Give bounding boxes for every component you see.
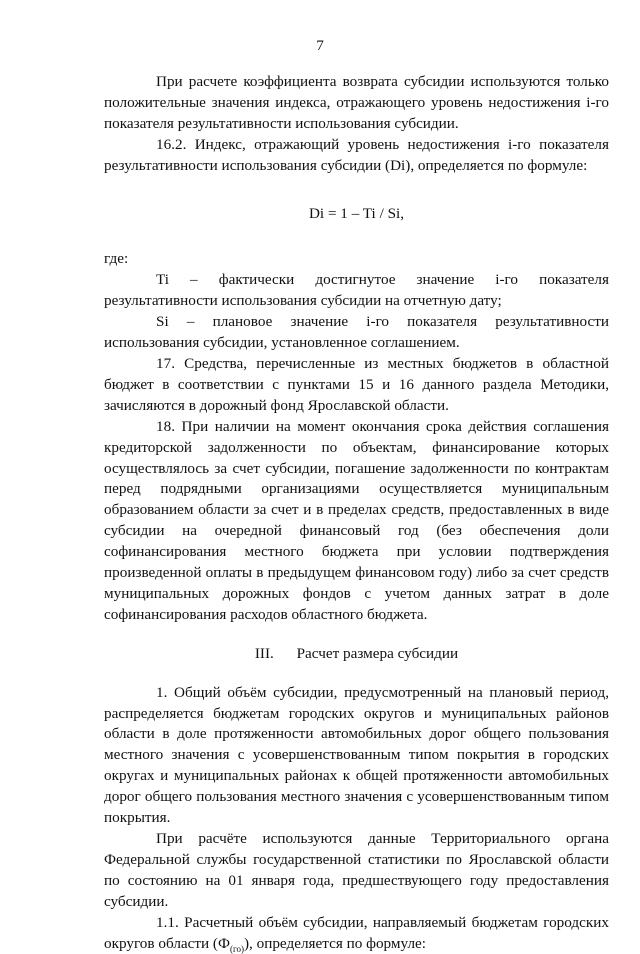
- document-body: [104, 72, 609, 954]
- paragraph-1-1-before: 1.1. Расчетный объём субсидии, направляемый бюджетам городских округов области (Ф: [104, 913, 609, 952]
- formula-di: Di = 1 – Ti / Si,: [308, 204, 405, 222]
- paragraph-1-1-subscript: (го): [230, 943, 244, 954]
- paragraph-18: 18. При наличии на момент окончания срока действия соглашения кредиторской задолженности по объектам, финансирование которых осуществлялось за счет субсидии, погашение задолженности по контрактам перед подрядными организациями осуществляется муниципальным образованием области за счет и в пределах средств, предоставленных в виде субсидии на очередной финансовый год (без обеспечения доли софинансирования местного бюджета при условии подтверждения произведенной оплаты в предыдущем финансовом году) либо за счет средств муниципальных дорожных фондов с учетом данных затрат в доле софинансирования расходов областного бюджета.: [104, 417, 609, 623]
- paragraph-section3-1: 1. Общий объём субсидии, предусмотренный на плановый период, распределяется бюджетам городских округов и муниципальных районов области в доле протяженности автомобильных дорог общего пользования местного значения с усовершенствованным типом покрытия в городских округах и муниципальных районах к общей протяженности автомобильных дорог общего пользования местного значения с усовершенствованным типом покрытия.: [104, 683, 609, 827]
- definition-si: Si – плановое значение i-го показателя результативности использования субсидии, установленное соглашением.: [104, 313, 609, 352]
- where-label: где:: [104, 250, 129, 268]
- definition-ti: Ti – фактически достигнутое значение i-го показателя результативности использования субсидии на отчетную дату;: [104, 271, 609, 310]
- section-heading: III. Расчет размера субсидии: [254, 644, 459, 662]
- paragraph-16-2: 16.2. Индекс, отражающий уровень недостижения i-го показателя результативности использования субсидии (Di), определяется по формуле:: [104, 135, 609, 174]
- page-number: 7: [316, 37, 324, 54]
- paragraph-1-1: [104, 913, 609, 954]
- paragraph-positive-values: При расчете коэффициента возврата субсидии используются только положительные значения индекса, отражающего уровень недостижения i-го показателя результативности использования субсидии.: [104, 73, 609, 132]
- paragraph-1-1-after: ), определяется по формуле:: [243, 934, 426, 952]
- paragraph-17: 17. Средства, перечисленные из местных бюджетов в областной бюджет в соответствии с пунктами 15 и 16 данного раздела Методики, зачисляются в дорожный фонд Ярославской области.: [104, 354, 609, 414]
- paragraph-data-source: При расчёте используются данные Территориального органа Федеральной службы государственной статистики по Ярославской области по состоянию на 01 января года, предшествующего году предоставления субсидии.: [104, 830, 609, 910]
